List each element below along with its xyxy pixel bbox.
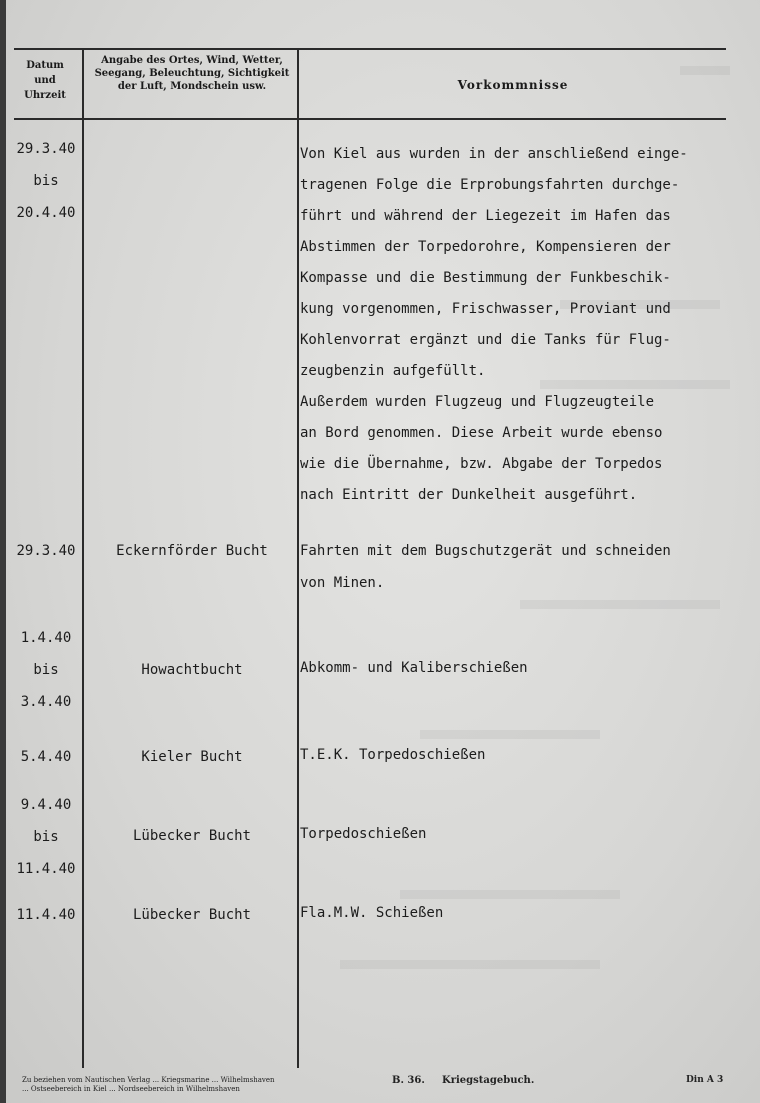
intro-date-line: 29.3.40 bbox=[16, 141, 76, 157]
entry-place: Eckernförder Bucht bbox=[116, 543, 268, 559]
intro-text-line: führt und während der Liegezeit im Hafen das bbox=[300, 208, 671, 224]
footer-imprint-line: Zu beziehen vom Nautischen Verlag ... Kriegsmarine ... Wilhelmshaven bbox=[22, 1076, 275, 1084]
entry-text-line: Torpedoschießen bbox=[300, 826, 427, 842]
page-edge bbox=[0, 0, 6, 1103]
entry-place: Lübecker Bucht bbox=[132, 828, 251, 844]
intro-text-line: Kohlenvorrat ergänzt und die Tanks für Flug- bbox=[300, 332, 671, 348]
table-top-rule bbox=[14, 48, 726, 50]
form-name: Kriegstagebuch. bbox=[442, 1075, 535, 1086]
intro-text-line: nach Eintritt der Dunkelheit ausgeführt. bbox=[300, 487, 638, 503]
intro-text-line: Kompasse und die Bestimmung der Funkbeschik- bbox=[300, 270, 671, 286]
intro-text-line: Außerdem wurden Flugzeug und Flugzeugteile bbox=[300, 394, 655, 410]
entry-date: 11.4.40 bbox=[16, 907, 76, 923]
date-column-header: Datum und Uhrzeit bbox=[24, 60, 66, 101]
bleed-through-mark bbox=[680, 66, 730, 75]
entry-date: 3.4.40 bbox=[20, 694, 72, 710]
entry-place: Howachtbucht bbox=[141, 662, 243, 678]
din-format-label: Din A 3 bbox=[686, 1075, 724, 1085]
intro-text-line: tragenen Folge die Erprobungsfahrten durchge- bbox=[300, 177, 680, 193]
bleed-through-mark bbox=[400, 890, 620, 899]
entry-date: 5.4.40 bbox=[20, 749, 72, 765]
footer-imprint bbox=[22, 1076, 382, 1094]
entry-text-line: Fahrten mit dem Bugschutzgerät und schneiden bbox=[300, 543, 671, 559]
bleed-through-mark bbox=[420, 730, 600, 739]
entry-text-line: Fla.M.W. Schießen bbox=[300, 905, 444, 921]
footer-imprint-line: ... Ostseebereich in Kiel ... Nordseebereich in Wilhelmshaven bbox=[22, 1085, 240, 1093]
entry-date: 9.4.40 bbox=[20, 797, 72, 813]
entry-place: Kieler Bucht bbox=[141, 749, 243, 765]
entry-date: 11.4.40 bbox=[16, 861, 76, 877]
events-column-header: Vorkommnisse bbox=[457, 78, 569, 92]
entry-text-line: T.E.K. Torpedoschießen bbox=[300, 747, 486, 763]
entry-date: bis bbox=[33, 829, 59, 845]
intro-text-line: an Bord genommen. Diese Arbeit wurde ebenso bbox=[300, 425, 663, 441]
intro-text-line: zeugbenzin aufgefüllt. bbox=[300, 363, 486, 379]
intro-date-line: 20.4.40 bbox=[16, 205, 76, 221]
entry-date: bis bbox=[33, 662, 59, 678]
place-column-header: Angabe des Ortes, Wind, Wetter, Seegang, Beleuchtung, Sichtigkeit der Luft, Mondschein usw. bbox=[94, 55, 290, 92]
entry-date: 1.4.40 bbox=[20, 630, 72, 646]
intro-text-line: Von Kiel aus wurden in der anschließend einge- bbox=[300, 146, 688, 162]
entry-date: 29.3.40 bbox=[16, 543, 76, 559]
intro-text-line: wie die Übernahme, bzw. Abgabe der Torpedos bbox=[300, 456, 663, 472]
form-number: B. 36. bbox=[392, 1075, 425, 1086]
intro-date-line: bis bbox=[33, 173, 59, 189]
date-column-rule bbox=[82, 48, 84, 1068]
bleed-through-mark bbox=[340, 960, 600, 969]
intro-text-line: Abstimmen der Torpedorohre, Kompensieren der bbox=[300, 239, 671, 255]
intro-text-line: kung vorgenommen, Frischwasser, Proviant und bbox=[300, 301, 671, 317]
entry-text-line: Abkomm- und Kaliberschießen bbox=[300, 660, 528, 676]
bleed-through-mark bbox=[540, 380, 730, 389]
entry-text-line: von Minen. bbox=[300, 575, 385, 591]
entry-place: Lübecker Bucht bbox=[132, 907, 251, 923]
table-header-rule bbox=[14, 118, 726, 120]
bleed-through-mark bbox=[520, 600, 720, 609]
